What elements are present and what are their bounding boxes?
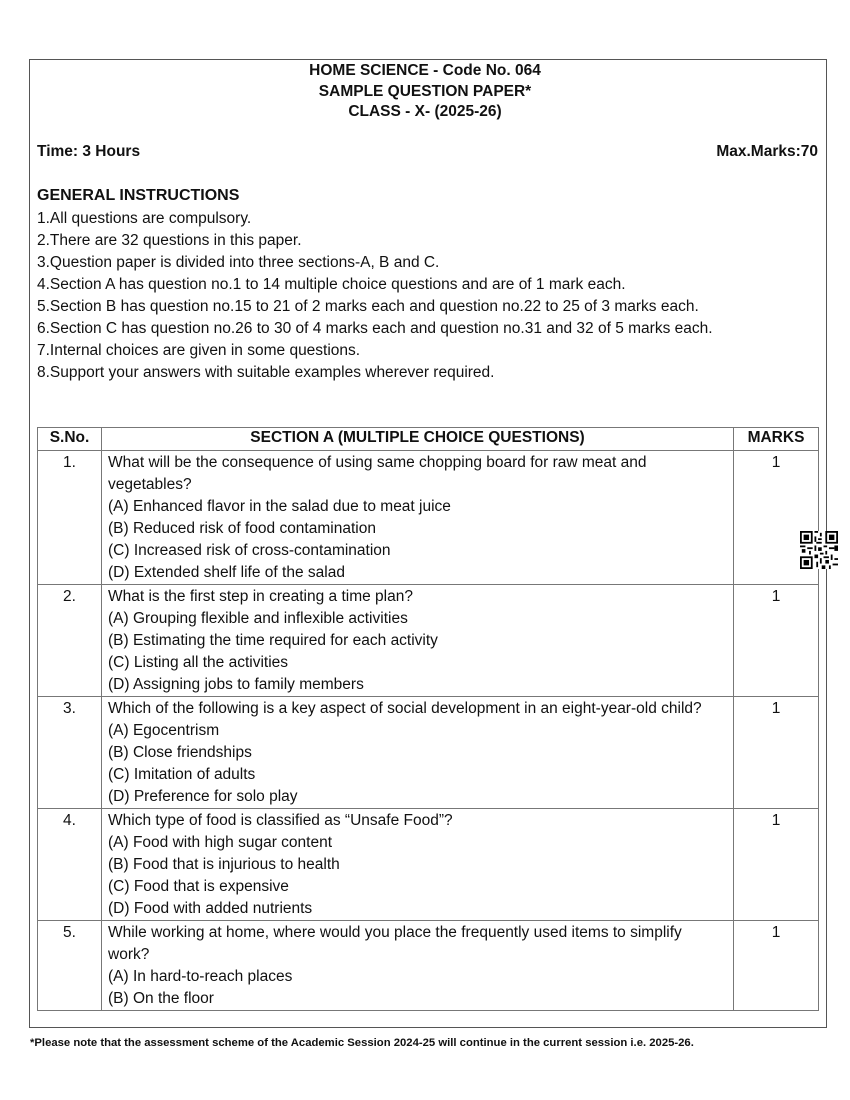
question-text: While working at home, where would you place the frequently used items to simplify work? — [108, 924, 682, 963]
instruction-item: 3.Question paper is divided into three sections-A, B and C. — [37, 254, 440, 271]
question-cell — [102, 697, 734, 809]
paper-class: CLASS - X- (2025-26) — [348, 103, 502, 120]
question-number: 4. — [38, 809, 102, 921]
question-cell — [102, 921, 734, 1011]
question-number: 3. — [38, 697, 102, 809]
instruction-item: 6.Section C has question no.26 to 30 of 4 marks each and question no.31 and 32 of 5 marks each. — [37, 320, 713, 337]
question-cell — [102, 451, 734, 585]
table-header-row — [38, 428, 819, 451]
option-c: (C) Food that is expensive — [108, 878, 289, 895]
option-a: (A) Food with high sugar content — [108, 834, 333, 851]
instruction-item: 7.Internal choices are given in some questions. — [37, 342, 361, 359]
question-text: Which of the following is a key aspect of social development in an eight-year-old child? — [108, 700, 702, 717]
question-cell — [102, 585, 734, 697]
qr-code-icon — [800, 531, 838, 569]
question-cell — [102, 809, 734, 921]
question-number: 2. — [38, 585, 102, 697]
question-text: What is the first step in creating a time plan? — [108, 588, 413, 605]
option-a: (A) Grouping flexible and inflexible activities — [108, 610, 408, 627]
paper-title: HOME SCIENCE - Code No. 064 — [309, 62, 541, 79]
question-text: Which type of food is classified as “Unsafe Food”? — [108, 812, 453, 829]
question-marks: 1 — [734, 809, 819, 921]
instructions-title: GENERAL INSTRUCTIONS — [37, 187, 240, 204]
max-marks: Max.Marks:70 — [716, 143, 818, 160]
instruction-item: 4.Section A has question no.1 to 14 multiple choice questions and are of 1 mark each. — [37, 276, 626, 293]
question-marks: 1 — [734, 921, 819, 1011]
option-a: (A) Egocentrism — [108, 722, 220, 739]
col-sno-header: S.No. — [38, 428, 102, 451]
option-d: (D) Assigning jobs to family members — [108, 676, 364, 693]
question-marks: 1 — [734, 451, 819, 585]
option-b: (B) Estimating the time required for each activity — [108, 632, 438, 649]
footer-note: *Please note that the assessment scheme of the Academic Session 2024-25 will continue in the current session i.e. 2025-26. — [30, 1037, 694, 1049]
option-d: (D) Preference for solo play — [108, 788, 298, 805]
question-row-1 — [38, 451, 819, 585]
question-row-5 — [38, 921, 819, 1011]
option-b: (B) Food that is injurious to health — [108, 856, 340, 873]
option-d: (D) Food with added nutrients — [108, 900, 313, 917]
instructions-list — [37, 208, 713, 384]
option-a: (A) In hard-to-reach places — [108, 968, 293, 985]
option-b: (B) On the floor — [108, 990, 214, 1007]
question-marks: 1 — [734, 697, 819, 809]
option-c: (C) Listing all the activities — [108, 654, 289, 671]
time-allowed: Time: 3 Hours — [37, 143, 141, 160]
option-b: (B) Close friendships — [108, 744, 252, 761]
instruction-item: 2.There are 32 questions in this paper. — [37, 232, 302, 249]
instruction-item: 8.Support your answers with suitable examples wherever required. — [37, 364, 495, 381]
question-marks: 1 — [734, 585, 819, 697]
col-marks-header: MARKS — [734, 428, 819, 451]
question-number: 1. — [38, 451, 102, 585]
question-text: What will be the consequence of using same chopping board for raw meat and vegetables? — [108, 454, 647, 493]
option-a: (A) Enhanced flavor in the salad due to meat juice — [108, 498, 451, 515]
question-number: 5. — [38, 921, 102, 1011]
paper-subtitle: SAMPLE QUESTION PAPER* — [318, 83, 532, 100]
option-c: (C) Increased risk of cross-contamination — [108, 542, 391, 559]
option-c: (C) Imitation of adults — [108, 766, 256, 783]
question-row-2 — [38, 585, 819, 697]
questions-table — [37, 427, 819, 1011]
option-d: (D) Extended shelf life of the salad — [108, 564, 345, 581]
question-row-3 — [38, 697, 819, 809]
instruction-item: 5.Section B has question no.15 to 21 of 2 marks each and question no.22 to 25 of 3 marks each. — [37, 298, 699, 315]
col-section-header: SECTION A (MULTIPLE CHOICE QUESTIONS) — [102, 428, 734, 451]
option-b: (B) Reduced risk of food contamination — [108, 520, 376, 537]
instruction-item: 1.All questions are compulsory. — [37, 210, 252, 227]
question-row-4 — [38, 809, 819, 921]
